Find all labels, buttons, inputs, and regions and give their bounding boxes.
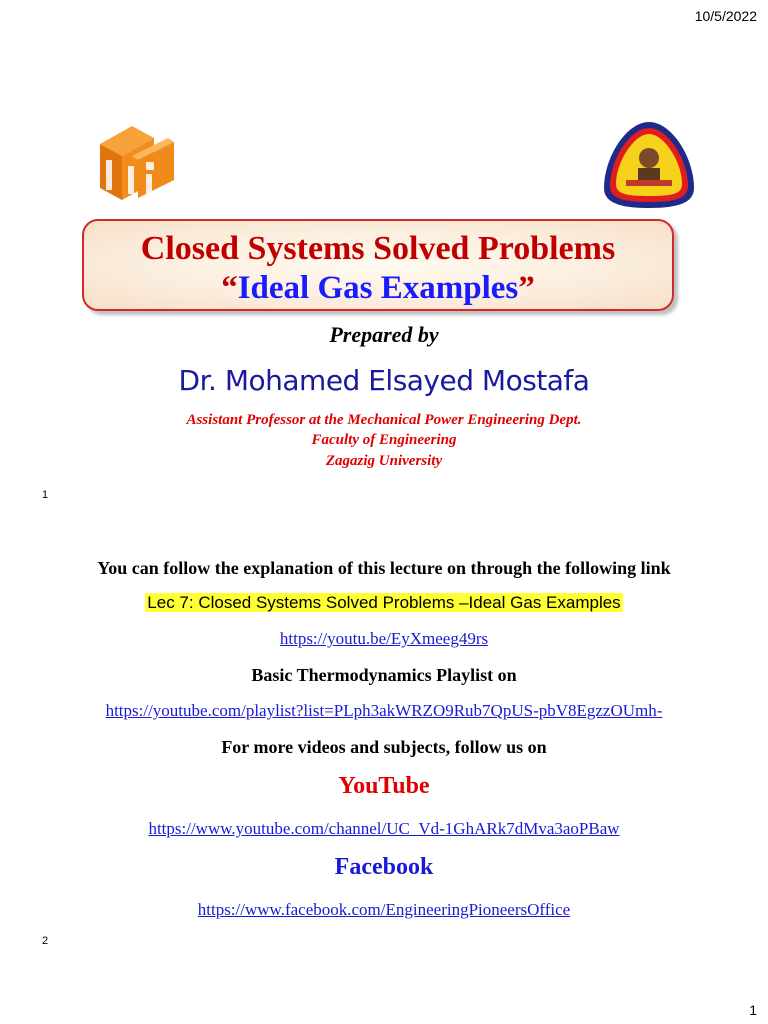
affiliation-university: Zagazig University (325, 453, 443, 469)
follow-text: You can follow the explanation of this lecture on through the following link (97, 558, 671, 578)
playlist-link-wrap (0, 701, 768, 721)
facebook-label: Facebook (334, 854, 434, 880)
video-link-wrap (0, 629, 768, 649)
slide-number: 2 (42, 935, 49, 947)
youtube-link-wrap (0, 819, 768, 839)
mp-logo-icon (92, 116, 178, 210)
title-box (82, 219, 674, 311)
title-line-2 (84, 269, 672, 307)
youtube-label: YouTube (338, 773, 430, 799)
open-quote: “ (221, 270, 238, 306)
facebook-link-wrap (0, 900, 768, 920)
document-date: 10/5/2022 (694, 8, 757, 24)
zagazig-university-seal-icon (600, 118, 698, 210)
title-line-1: Closed Systems Solved Problems (140, 230, 616, 267)
affiliation-position: Assistant Professor at the Mechanical Power Engineering Dept. (186, 412, 582, 428)
prepared-by-label: Prepared by (329, 322, 439, 347)
youtube-channel-link[interactable]: https://www.youtube.com/channel/UC_Vd-1GhARk7dMva3aoPBaw (148, 819, 620, 838)
title-subtitle: Ideal Gas Examples (237, 270, 519, 306)
video-link[interactable]: https://youtu.be/EyXmeeg49rs (279, 629, 489, 648)
page-number: 1 (749, 1002, 757, 1018)
slide-number: 1 (42, 489, 49, 501)
facebook-page-link[interactable]: https://www.facebook.com/EngineeringPioneersOffice (197, 900, 571, 919)
playlist-link[interactable]: https://youtube.com/playlist?list=PLph3akWRZO9Rub7QpUS-pbV8EgzzOUmh- (105, 701, 663, 720)
close-quote: ” (518, 270, 535, 306)
playlist-label: Basic Thermodynamics Playlist on (251, 665, 517, 685)
lecture-title-wrap (0, 593, 768, 613)
affiliation-faculty: Faculty of Engineering (311, 432, 457, 448)
more-videos-text: For more videos and subjects, follow us on (221, 737, 547, 757)
author-name: Dr. Mohamed Elsayed Mostafa (178, 364, 590, 397)
lecture-title-highlight[interactable]: Lec 7: Closed Systems Solved Problems –Ideal Gas Examples (147, 593, 621, 612)
